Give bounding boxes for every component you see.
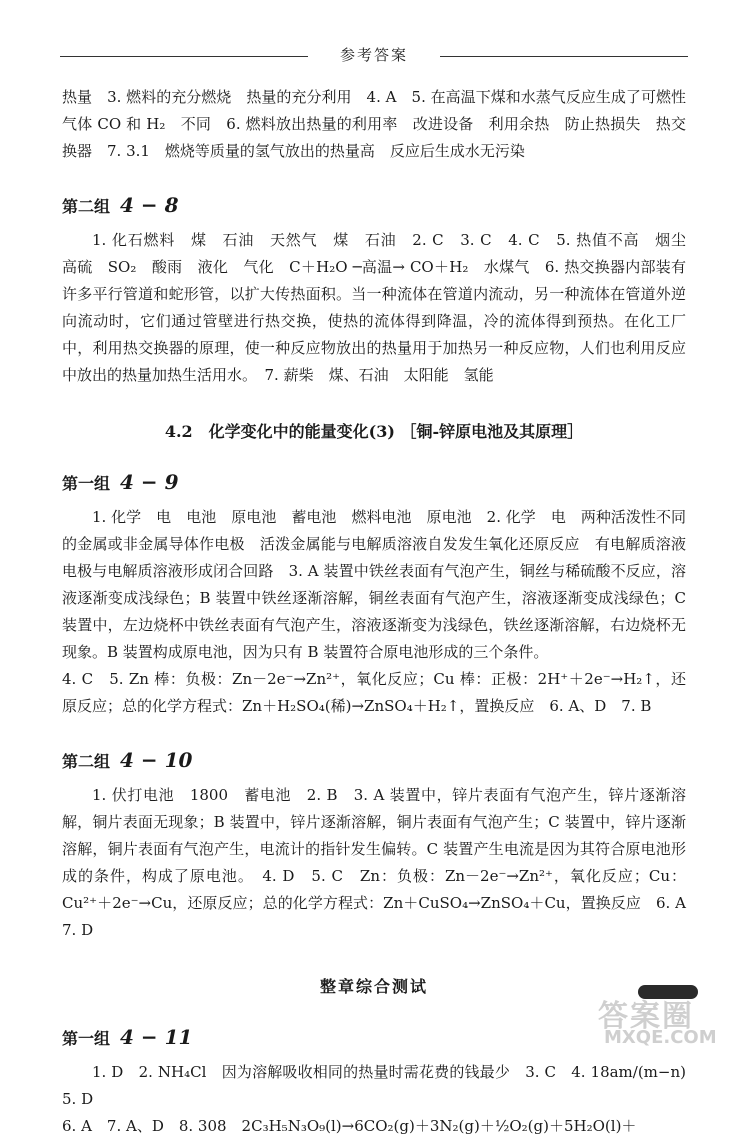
- group-heading: [62, 748, 686, 772]
- group-heading: [62, 470, 686, 494]
- header-title: 参考答案: [339, 46, 408, 64]
- header-rule-right: [440, 56, 688, 57]
- answer-paragraph: 4. C 5. Zn 棒：负极：Zn－2e⁻→Zn²⁺，氧化反应；Cu 棒：正极：2H⁺＋2e⁻→H₂↑，还原反应；总的化学方程式：Zn＋H₂SO₄(稀)→ZnSO₄＋H₂↑，置换反应 6. A、D 7. B: [62, 670, 686, 715]
- answer-paragraph: 1. D 2. NH₄Cl 因为溶解吸收相同的热量时需花费的钱最少 3. C 4. 18am/(m−n) 5. D: [62, 1063, 702, 1108]
- answer-content: [62, 84, 702, 1140]
- group-label: 第二组: [62, 197, 111, 216]
- group-label: 第一组: [62, 1029, 111, 1048]
- watermark-stamp: 答案圈: [598, 999, 694, 1034]
- answer-paragraph: 1. 伏打电池 1800 蓄电池 2. B 3. A 装置中，锌片表面有气泡产生，锌片逐渐溶解，铜片表面无现象；B 装置中，锌片逐渐溶解，铜片表面有气泡产生；C 装置中，锌片逐渐溶解，铜片表面有气泡产生，电流计的指针发生偏转。C 装置产生电流是因为其符合原电池形成的条件，构成了原电池。 4. D 5. C Zn：负极：Zn－2e⁻→Zn²⁺，氧化反应；Cu：Cu²⁺＋2e⁻→Cu，还原反应；总的化学方程式：Zn＋CuSO₄→ZnSO₄＋Cu，置换反应 6. A 7. D: [62, 786, 702, 939]
- section-heading: 整章综合测试: [319, 977, 428, 996]
- group-heading: [62, 193, 686, 217]
- answer-paragraph: 1. 化石燃料 煤 石油 天然气 煤 石油 2. C 3. C 4. C 5. 热值不高 烟尘 高硫 SO₂ 酸雨 液化 气化 C＋H₂O ─高温→ CO＋H₂ 水煤气 6. 热交换器内部装有许多平行管道和蛇形管，以扩大传热面积。当一种流体在管道内流动，另一种流体在管道外逆向流动时，它们通过管壁进行热交换，使热的流体得到降温，冷的流体得到预热。在化工厂中，利用热交换器的原理，使一种反应物放出的热量用于加热另一种反应物，人们也利用反应中放出的热量加热生活用水。 7. 薪柴 煤、石油 太阳能 氢能: [62, 231, 702, 384]
- group-label: 第二组: [62, 752, 111, 771]
- group-heading: [62, 1025, 686, 1049]
- group-label: 第一组: [62, 474, 111, 493]
- watermark-url: MXQE.COM: [604, 1027, 717, 1048]
- section-heading: 4.2 化学变化中的能量变化(3) ［铜-锌原电池及其原理］: [164, 422, 584, 441]
- group-number: 4 − 11: [120, 1025, 193, 1049]
- answer-paragraph: 1. 化学 电 电池 原电池 蓄电池 燃料电池 原电池 2. 化学 电 两种活泼性不同的金属或非金属导体作电极 活泼金属能与电解质溶液自发发生氧化还原反应 有电解质溶液 电极与电解质溶液形成闭合回路 3. A 装置中铁丝表面有气泡产生，铜丝与稀硫酸不反应，溶液逐渐变成浅绿色；B 装置中铁丝逐渐溶解，铜丝表面有气泡产生，溶液逐渐变成浅绿色；C 装置中，左边烧杯中铁丝表面有气泡产生，溶液逐渐变为浅绿色，铁丝逐渐溶解，右边烧杯无现象。B 装置构成原电池，因为只有 B 装置符合原电池形成的三个条件。: [62, 508, 702, 661]
- paragraph-continued: 热量 3. 燃料的充分燃烧 热量的充分利用 4. A 5. 在高温下煤和水蒸气反应生成了可燃性气体 CO 和 H₂ 不同 6. 燃料放出热量的利用率 改进设备 利用余热 防止热损失 热交换器 7. 3.1 燃烧等质量的氢气放出的热量高 反应后生成水无污染: [62, 88, 686, 160]
- answer-paragraph: 6. A 7. A、D 8. 308 2C₃H₅N₃O₉(l)→6CO₂(g)＋3N₂(g)＋½O₂(g)＋5H₂O(l)＋: [62, 1117, 637, 1135]
- group-number: 4 − 8: [120, 193, 179, 217]
- group-number: 4 − 9: [120, 470, 179, 494]
- group-number: 4 − 10: [120, 748, 193, 772]
- page-header: [60, 42, 688, 70]
- watermark: [598, 991, 738, 1051]
